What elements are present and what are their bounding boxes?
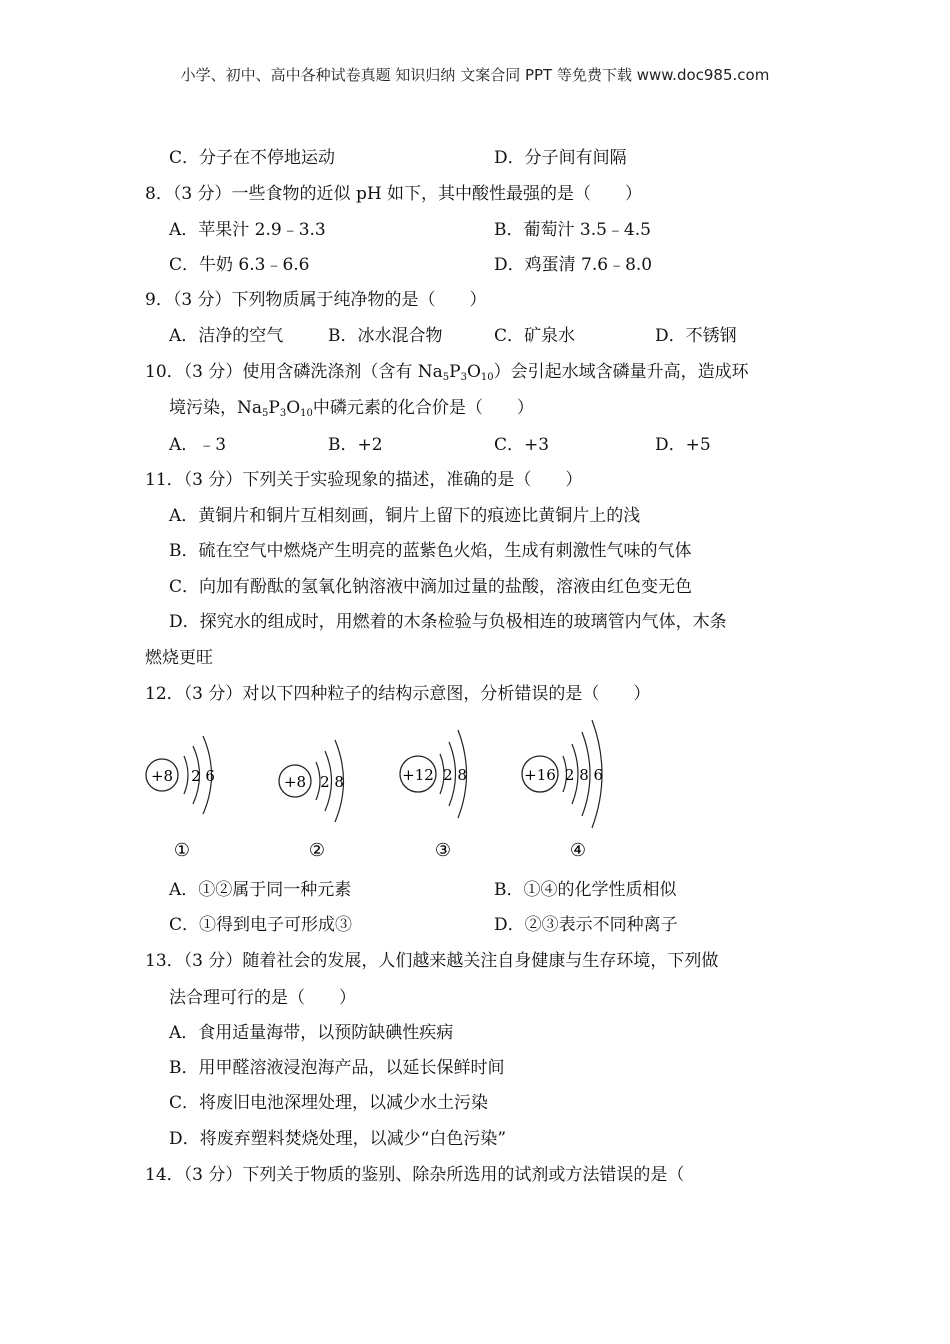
particle-4-shells: 2 8 6 (564, 766, 604, 784)
particle-2-label: ② (308, 840, 326, 861)
particle-1-diagram (146, 736, 215, 861)
particle-1-label: ① (173, 840, 191, 861)
q13-stem: 13．（3 分）随着社会的发展，人们越来越关注自身健康与生存环境，下列做 (145, 951, 719, 971)
q10-stem (145, 360, 749, 384)
q11-stem: 11．（3 分）下列关于实验现象的描述，准确的是（ ） (145, 470, 583, 490)
q9-option-c: C．矿泉水 (494, 326, 576, 346)
atomic-structure-diagrams (140, 716, 640, 861)
q10-stem-line2: 境污染，$Na_5P_3O_{10}$中磷元素的化合价是（ ） (169, 398, 534, 419)
particle-1-shells: 2 6 (191, 767, 215, 785)
q9-stem: 9．（3 分）下列物质属于纯净物的是（ ） (145, 290, 487, 310)
q8-option-a: A．苹果汁 2.9﹣3.3 (169, 220, 326, 240)
q10-option-d: D．+5 (655, 435, 711, 455)
q10-option-c: C．+3 (494, 435, 550, 455)
particle-2-diagram (279, 740, 344, 861)
q7-option-d: D．分子间有间隔 (494, 148, 627, 168)
particle-4-nucleus: +16 (524, 766, 556, 784)
particle-3-nucleus: +12 (402, 766, 434, 784)
q11-option-c: C．向加有酚酞的氢氧化钠溶液中滴加过量的盐酸，溶液由红色变无色 (169, 577, 693, 597)
particle-3-label: ③ (434, 840, 452, 861)
particle-4-diagram (522, 720, 603, 861)
q10-formula-2: $Na_5P_3O_{10}$ (237, 398, 313, 419)
q10-stem-post: ）会引起水域含磷量升高，造成环 (493, 362, 749, 382)
q13-option-a: A．食用适量海带，以预防缺碘性疾病 (169, 1023, 454, 1043)
particle-1-nucleus: +8 (150, 767, 174, 785)
q13-option-d: D．将废弃塑料焚烧处理，以减少“白色污染” (169, 1129, 507, 1149)
q12-option-d: D．②③表示不同种离子 (494, 915, 678, 935)
q8-stem: 8．（3 分）一些食物的近似 pH 如下，其中酸性最强的是（ ） (145, 184, 643, 204)
q10-formula: $Na_5P_3O_{10}$ (417, 362, 494, 383)
particle-4-label: ④ (569, 840, 587, 861)
q9-option-d: D．不锈钢 (655, 326, 737, 346)
q12-option-a: A．①②属于同一种元素 (169, 880, 352, 900)
particle-3-shells: 2 8 (443, 766, 467, 784)
q9-option-b: B．冰水混合物 (328, 326, 443, 346)
q12-option-c: C．①得到电子可形成③ (169, 915, 353, 935)
q10-option-b: B．+2 (328, 435, 383, 455)
q14-stem: 14．（3 分）下列关于物质的鉴别、除杂所选用的试剂或方法错误的是（ (145, 1165, 685, 1185)
q12-stem: 12．（3 分）对以下四种粒子的结构示意图，分析错误的是（ ） (145, 684, 651, 704)
q11-option-b: B．硫在空气中燃烧产生明亮的蓝紫色火焰，生成有刺激性气味的气体 (169, 541, 692, 561)
particle-2-shells: 2 8 (320, 773, 344, 791)
q11-option-a: A．黄铜片和铜片互相刻画，铜片上留下的痕迹比黄铜片上的浅 (169, 506, 641, 526)
particle-2-nucleus: +8 (283, 773, 307, 791)
q11-option-d: D．探究水的组成时，用燃着的木条检验与负极相连的玻璃管内气体，木条 (169, 612, 727, 632)
q10-option-a: A．﹣3 (169, 435, 227, 455)
q8-option-b: B．葡萄汁 3.5﹣4.5 (494, 220, 651, 240)
q13-stem-line2: 法合理可行的是（ ） (169, 988, 356, 1008)
q13-option-b: B．用甲醛溶液浸泡海产品，以延长保鲜时间 (169, 1058, 505, 1078)
q9-option-a: A．洁净的空气 (169, 326, 284, 346)
q7-option-c: C．分子在不停地运动 (169, 148, 336, 168)
q8-option-c: C．牛奶 6.3﹣6.6 (169, 255, 310, 275)
q12-option-b: B．①④的化学性质相似 (494, 880, 677, 900)
q10-stem-pre: 10．（3 分）使用含磷洗涤剂（含有 (145, 362, 418, 382)
q11-option-d-cont: 燃烧更旺 (145, 648, 213, 668)
page-header: 小学、初中、高中各种试卷真题 知识归纳 文案合同 PPT 等免费下载 www.doc985.com (180, 66, 770, 84)
q13-option-c: C．将废旧电池深埋处理，以减少水土污染 (169, 1093, 489, 1113)
q8-option-d: D．鸡蛋清 7.6﹣8.0 (494, 255, 653, 275)
particle-3-diagram (400, 730, 467, 861)
